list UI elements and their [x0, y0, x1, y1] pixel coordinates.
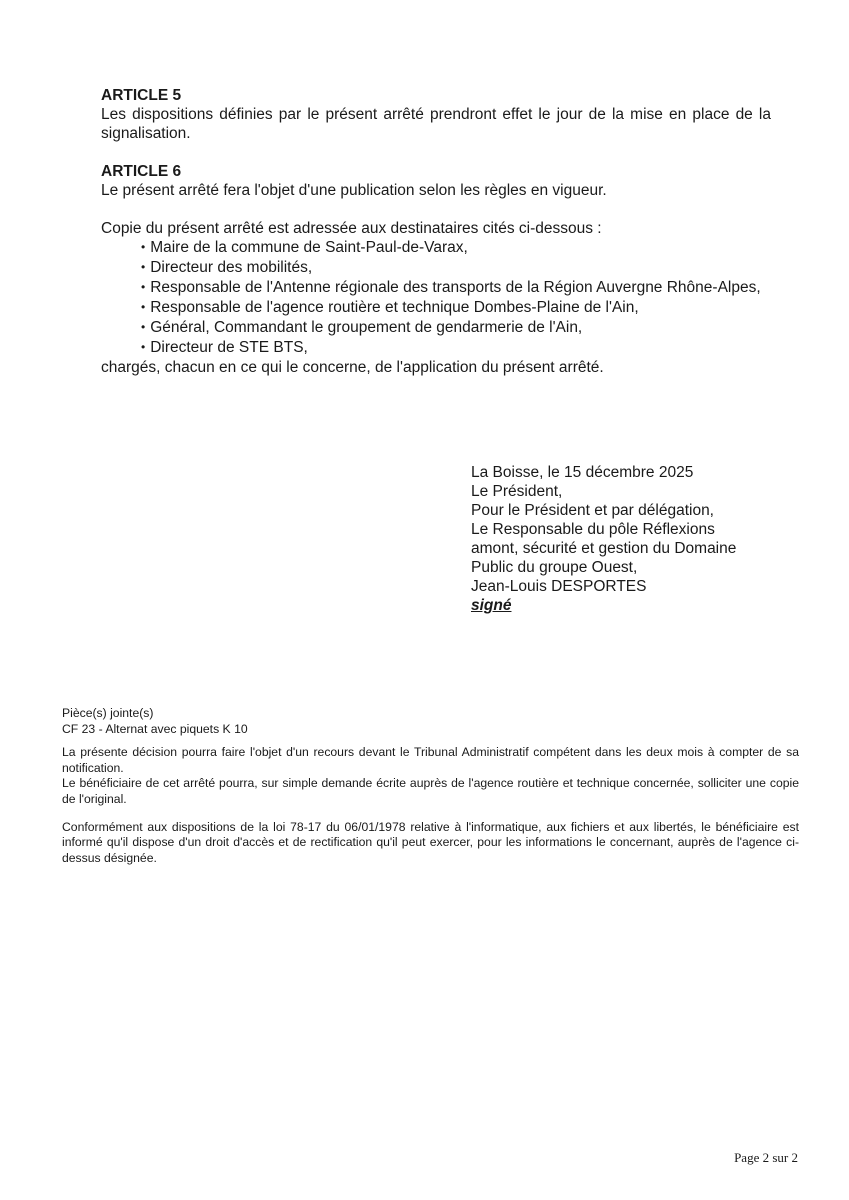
- article-6-title: ARTICLE 6: [101, 163, 182, 180]
- recipient-item: • Responsable de l'Antenne régionale des transports de la Région Auvergne Rhône-Alpes,: [141, 279, 761, 296]
- signed-mark: signé: [471, 597, 512, 614]
- role-line-3: Public du groupe Ouest,: [471, 559, 638, 576]
- copy-original-notice: Le bénéficiaire de cet arrêté pourra, sur simple demande écrite auprès de l'agence routière et technique concernée, solliciter une copie de l'original.: [62, 776, 799, 806]
- recipient-list: [101, 238, 771, 358]
- data-protection-notice: Conformément aux dispositions de la loi 78-17 du 06/01/1978 relative à l'informatique, aux fichiers et aux libertés, le bénéficiaire est informé qu'il dispose d'un droit d'accès et de rectification qu'il peut exercer, pour les informations le concernant, auprès de l'agence ci-dessus désignée.: [62, 819, 799, 865]
- article-6-text: Le présent arrêté fera l'objet d'une publication selon les règles en vigueur.: [101, 182, 607, 199]
- recipient-item: • Directeur des mobilités,: [141, 259, 313, 276]
- signature-block: [471, 463, 771, 615]
- role-line-2: amont, sécurité et gestion du Domaine: [471, 540, 737, 557]
- bullet-icon: •: [141, 280, 146, 294]
- recipient-item: • Responsable de l'agence routière et technique Dombes-Plaine de l'Ain,: [141, 299, 639, 316]
- article-5-text: Les dispositions définies par le présent arrêté prendront effet le jour de la mise en place de la signalisation.: [101, 106, 771, 142]
- recipient-item: • Directeur de STE BTS,: [141, 339, 308, 356]
- legal-notes: [62, 706, 799, 866]
- bullet-icon: •: [141, 260, 146, 274]
- bullet-icon: •: [141, 240, 146, 254]
- place-date: La Boisse, le 15 décembre 2025: [471, 464, 694, 481]
- copy-closing: chargés, chacun en ce qui le concerne, de l'application du présent arrêté.: [101, 359, 604, 376]
- recipient-item: • Général, Commandant le groupement de gendarmerie de l'Ain,: [141, 319, 583, 336]
- article-5-title: ARTICLE 5: [101, 87, 182, 104]
- document-body: [101, 86, 771, 377]
- bullet-icon: •: [141, 320, 146, 334]
- role-line-1: Le Responsable du pôle Réflexions: [471, 521, 715, 538]
- signatory-name: Jean-Louis DESPORTES: [471, 578, 647, 595]
- page-number: Page 2 sur 2: [734, 1150, 798, 1165]
- signatory-title: Le Président,: [471, 483, 563, 500]
- copy-intro: Copie du présent arrêté est adressée aux destinataires cités ci-dessous :: [101, 220, 602, 237]
- bullet-icon: •: [141, 300, 146, 314]
- delegation: Pour le Président et par délégation,: [471, 502, 714, 519]
- attachments-label: Pièce(s) jointe(s): [62, 706, 154, 720]
- recipient-item: • Maire de la commune de Saint-Paul-de-Varax,: [141, 239, 468, 256]
- recours-notice: La présente décision pourra faire l'objet d'un recours devant le Tribunal Administratif compétent dans les deux mois à compter de sa notification.: [62, 745, 799, 775]
- bullet-icon: •: [141, 340, 146, 354]
- attachment-item: CF 23 - Alternat avec piquets K 10: [62, 721, 248, 736]
